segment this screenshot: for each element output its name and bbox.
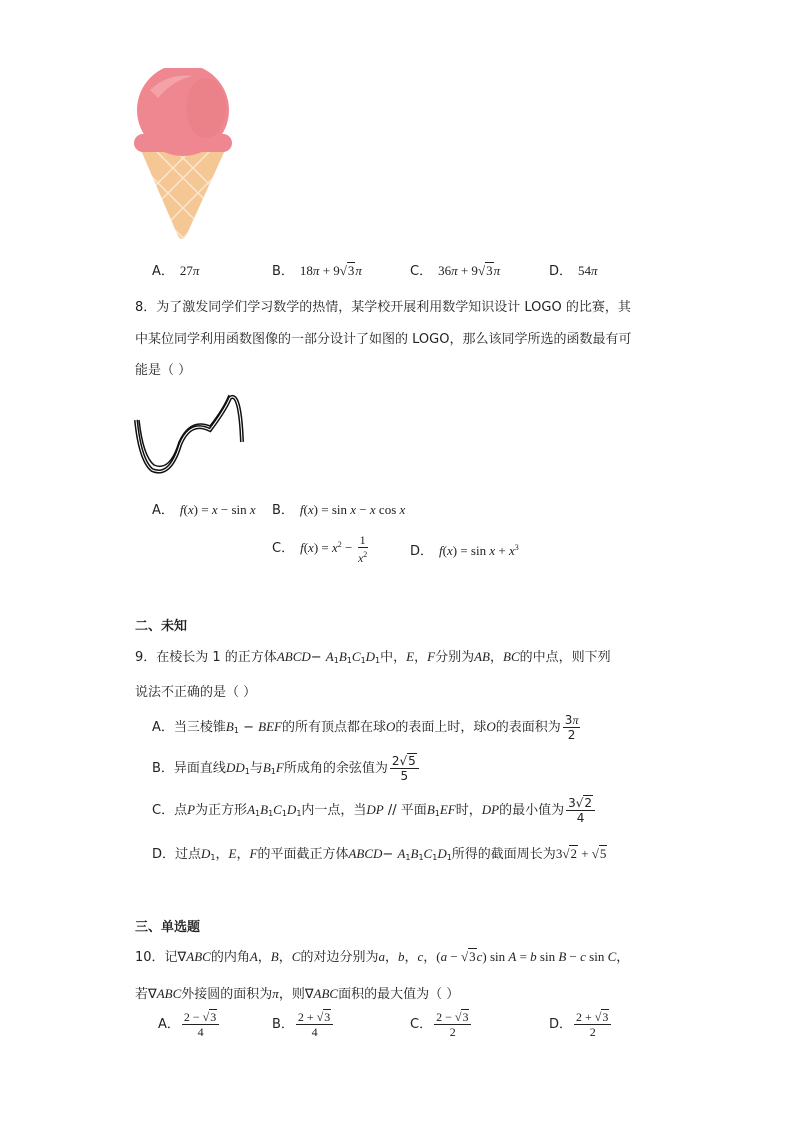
cone xyxy=(140,148,226,239)
q10-line-2: 若∇ABC外接圆的面积为π，则∇ABC面积的最大值为（ ） xyxy=(135,986,460,1002)
q9-option-b[interactable]: B．异面直线$DD_1$与$B_1F$所成角的余弦值为 $\frac{2√5}{5}$ xyxy=(152,754,421,783)
q10-line-1: 10．记∇ABC的内角A，B，C的对边分别为a，b，c，(a − √3c) sin A = b sin B − c sin C， xyxy=(135,949,630,965)
q9-option-a[interactable]: A．当三棱锥$B_1$ − BEF的所有顶点都在球O的表面上时，球O的表面积为 $\frac{3\pi}{2}$ xyxy=(152,713,579,742)
q10-option-a[interactable]: A． $\frac{2 - √3}{4}$ xyxy=(158,1010,221,1039)
q8-line-1: 8．为了激发同学们学习数学的热情，某学校开展利用数学知识设计 LOGO 的比赛，其 xyxy=(135,300,631,315)
q8-line-2: 中某位同学利用函数图像的一部分设计了如图的 LOGO，那么该同学所选的函数最有可 xyxy=(135,332,632,347)
q8-option-b[interactable]: B． f(x) = sin x − x cos x xyxy=(272,502,406,518)
q7-option-c[interactable]: C． 36π + 9√3π xyxy=(410,263,501,279)
q9-line-1: 9．在棱长为 1 的正方体ABCD− $A_1B_1C_1D_1$中，E，F分别为AB，BC的中点，则下列 xyxy=(135,649,611,665)
q7-option-d[interactable]: D． 54π xyxy=(549,263,598,279)
q8-option-d[interactable]: D． $f(x) = \sin x + x^3$ xyxy=(410,543,519,559)
logo-function-graph xyxy=(130,390,250,480)
q10-option-b[interactable]: B． $\frac{2 + √3}{4}$ xyxy=(272,1010,335,1039)
q9-line-2: 说法不正确的是（ ） xyxy=(135,685,257,700)
q8-option-a[interactable]: A． f(x) = x − sin x xyxy=(152,502,256,518)
q9-option-c[interactable]: C．点P为正方形$A_1B_1C_1D_1$内一点，当DP // 平面$B_1EF$时，DP的最小值为 $\frac{3√2}{4}$ xyxy=(152,796,597,825)
q7-option-a[interactable]: A． 27π xyxy=(152,263,200,279)
q10-option-d[interactable]: D． $\frac{2 + √3}{2}$ xyxy=(549,1010,613,1039)
q9-option-d[interactable]: D．过点$D_1$，E，F的平面截正方体ABCD− $A_1B_1C_1D_1$所得的截面周长为3√2 + √5 xyxy=(152,846,607,862)
section-3-heading: 三、单选题 xyxy=(135,920,201,935)
q10-option-c[interactable]: C． $\frac{2 - √3}{2}$ xyxy=(410,1010,473,1039)
q8-option-c[interactable]: C． $f(x) = x^2$ − $\frac{1}{x^2}$ xyxy=(272,533,368,565)
section-2-heading: 二、未知 xyxy=(135,619,188,634)
q7-option-b[interactable]: B． 18π + 9√3π xyxy=(272,263,362,279)
q8-line-3: 能是（ ） xyxy=(135,363,192,378)
ice-cream-illustration xyxy=(128,68,238,243)
